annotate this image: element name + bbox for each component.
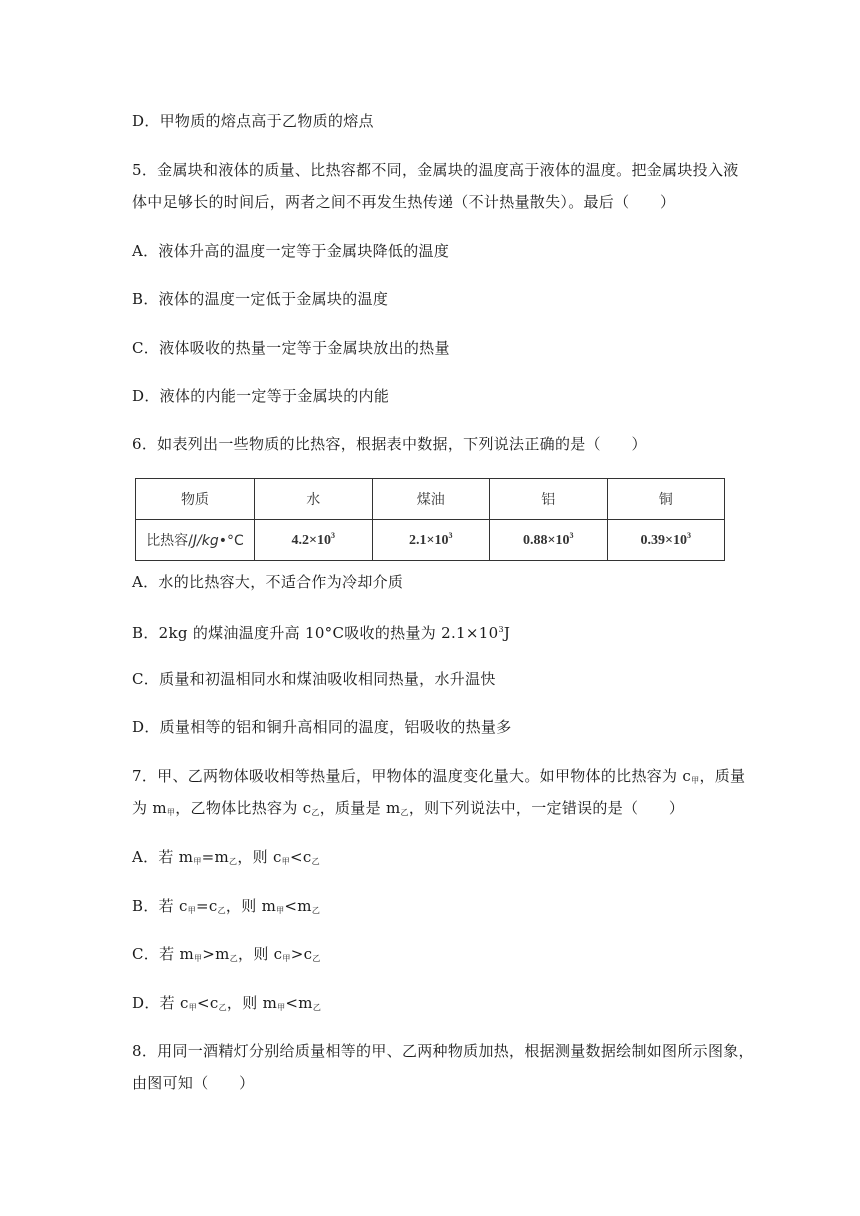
table-header-row: [136, 479, 725, 520]
q8-stem-line1: 8．用同一酒精灯分别给质量相等的甲、乙两种物质加热，根据测量数据绘制如图所示图象，: [132, 1042, 754, 1060]
q6-stem: 6．如表列出一些物质的比热容，根据表中数据，下列说法正确的是（ ）: [132, 435, 647, 453]
q6-option-c: C．质量和初温相同水和煤油吸收相同热量，水升温快: [132, 670, 496, 688]
q7-option-c: C．若 $m_甲>m_乙$，则 $c_甲>c_乙$: [132, 945, 321, 963]
q5-option-a: A．液体升高的温度一定等于金属块降低的温度: [132, 242, 450, 260]
q7-stem-line1: 7．甲、乙两物体吸收相等热量后，甲物体的温度变化量大。如甲物体的比热容为 $c_甲$，质量: [132, 767, 746, 785]
q7-option-a: A．若 $m_甲=m_乙$，则 $c_甲<c_乙$: [132, 848, 320, 866]
table-header-cell: 铝: [490, 479, 608, 520]
q4-option-d: D．甲物质的熔点高于乙物质的熔点: [132, 112, 374, 130]
table-header-cell: 物质: [136, 479, 255, 520]
q6-option-d: D．质量相等的铝和铜升高相同的温度，铝吸收的热量多: [132, 718, 512, 736]
table-cell: $0.39\times 10^3$: [607, 520, 725, 561]
q5-option-d: D．液体的内能一定等于金属块的内能: [132, 387, 390, 405]
table-header-cell: 铜: [607, 479, 725, 520]
q5-stem-line2: 体中足够长的时间后，两者之间不再发生热传递（不计热量散失）。最后（ ）: [132, 193, 676, 211]
table-header-cell: 水: [255, 479, 373, 520]
table-cell: $4.2\times 10^3$: [255, 520, 373, 561]
specific-heat-table: [135, 478, 725, 561]
q5-stem-line1: 5．金属块和液体的质量、比热容都不同，金属块的温度高于液体的温度。把金属块投入液: [132, 161, 739, 179]
q6-option-b: B．2kg 的煤油温度升高 10°C吸收的热量为 $2.1\times 10^3J$: [132, 624, 511, 642]
q7-option-b: B．若 $c_甲=c_乙$，则 $m_甲<m_乙$: [132, 897, 321, 915]
table-header-cell: 煤油: [372, 479, 490, 520]
q8-stem-line2: 由图可知（ ）: [132, 1074, 255, 1092]
table-cell: $2.1\times 10^3$: [372, 520, 490, 561]
q5-option-c: C．液体吸收的热量一定等于金属块放出的热量: [132, 339, 450, 357]
table-row-label: 比热容/J/kg•°C: [136, 520, 255, 561]
table-row: [136, 520, 725, 561]
q7-stem-line2: 为 $m_甲$，乙物体比热容为 $c_乙$，质量是 $m_乙$，则下列说法中，一定错误的是（ ）: [132, 799, 685, 817]
q6-option-a: A．水的比热容大，不适合作为冷却介质: [132, 573, 404, 591]
table-cell: $0.88\times 10^3$: [490, 520, 608, 561]
q5-option-b: B．液体的温度一定低于金属块的温度: [132, 290, 389, 308]
q7-option-d: D．若 $c_甲<c_乙$，则 $m_甲<m_乙$: [132, 994, 322, 1012]
